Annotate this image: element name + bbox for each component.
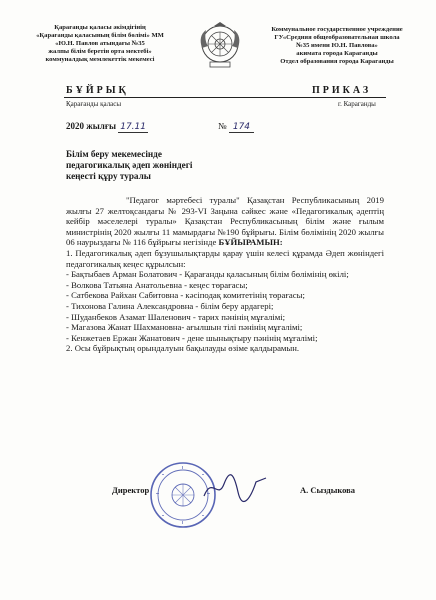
handwritten-date: 17.11 <box>120 122 146 132</box>
signature-role: Директор <box>112 485 150 495</box>
year-label: 2020 жылғы <box>66 121 116 131</box>
header-left-line: коммуналдық мемлекеттік мекемесі <box>45 56 155 63</box>
header-right-line: №35 имени Ю.Н. Павлова» <box>296 42 378 49</box>
header-divider <box>64 97 386 98</box>
document-body <box>66 195 384 354</box>
member-line: - Шуданбеков Азамат Шаленович - тарих пәнінің мұғалімі; <box>66 311 286 322</box>
title-line: педагогикалық әдеп жөніндегі <box>66 160 193 170</box>
city-kazakh: Қарағанды қаласы <box>66 100 122 108</box>
title-buyryk: БҰЙРЫҚ <box>66 85 129 96</box>
item-2: 2. Осы бұйрықтың орындалуын бақылауды өзіме қалдырамын. <box>66 343 300 354</box>
header-right-line: акимата города Караганды <box>296 50 378 57</box>
header-left-line: жалпы білім беретін орта мектебі» <box>48 48 152 55</box>
handwritten-number: 174 <box>229 122 254 133</box>
header-right-line: Отдел образования города Караганды <box>280 58 394 65</box>
title-line: кеңесті құру туралы <box>66 171 151 181</box>
city-russian: г. Караганды <box>338 100 376 108</box>
document-title <box>66 149 266 182</box>
member-line: - Волкова Татьяна Анатольевна - кеңес төрағасы; <box>66 279 248 290</box>
order-word: БҰЙЫРАМЫН: <box>218 237 283 248</box>
item-1: 1. Педагогикалық әдеп бұзушылықтарды қарау үшін келесі құрамда Әдеп жөніндегі педагогикалық кеңес құрылсын: <box>66 247 384 269</box>
header-left-line: «Қарағанды қаласының білім бөлімі» ММ <box>36 32 164 39</box>
member-line: - Кенжетаев Ержан Жанатович - дене шынықтыру пәнінің мұғалімі; <box>66 332 318 343</box>
member-line: - Сатбекова Райхан Сабитовна - кәсіподақ комитетінің төрағасы; <box>66 290 305 301</box>
title-line: Білім беру мекемесінде <box>66 149 162 159</box>
header-left-kazakh <box>30 24 170 64</box>
member-line: - Бақтыбаев Арман Болатович - Қарағанды қаласының білім бөлімінің өкілі; <box>66 269 349 280</box>
title-prikaz: ПРИКАЗ <box>312 85 372 96</box>
member-line: - Магазова Жанат Шахмановна- ағылшын тілі пәнінің мұғалімі; <box>66 322 303 333</box>
header-right-russian <box>262 26 412 66</box>
header-right-line: Коммунальное государственное учреждение <box>271 26 403 33</box>
intro-text: "Педагог мәртебесі туралы" Қазақстан Республикасының 2019 жылғы 27 желтоқсандағы № 293-VI Заңына сәйкес және «Педагогикалық әдептің кейбір мәселелері туралы» Қазақстан Республикасының білім және ғылым министрінің 2020 жылғы 11 мамырдағы №190 бұйрығы. Білім бөлімінің 2020 жылғы 06 наурыздағы № 116 бұйрығы негізінде <box>66 195 384 248</box>
order-date <box>66 121 148 132</box>
signature-name: А. Сыздыкова <box>300 485 356 495</box>
member-line: - Тихонова Галина Александровна - білім беру ардагері; <box>66 300 274 311</box>
handwritten-signature <box>200 470 270 506</box>
state-emblem-icon <box>198 22 242 70</box>
header-left-line: «Ю.Н. Павлов атындағы №35 <box>55 40 145 47</box>
order-number <box>218 121 254 132</box>
header-left-line: Қарағанды қаласы әкімдігінің <box>54 24 146 31</box>
header-right-line: ГУ«Средняя общеобразовательная школа <box>274 34 400 41</box>
number-sign: № <box>218 121 227 131</box>
intro-paragraph <box>66 195 384 248</box>
